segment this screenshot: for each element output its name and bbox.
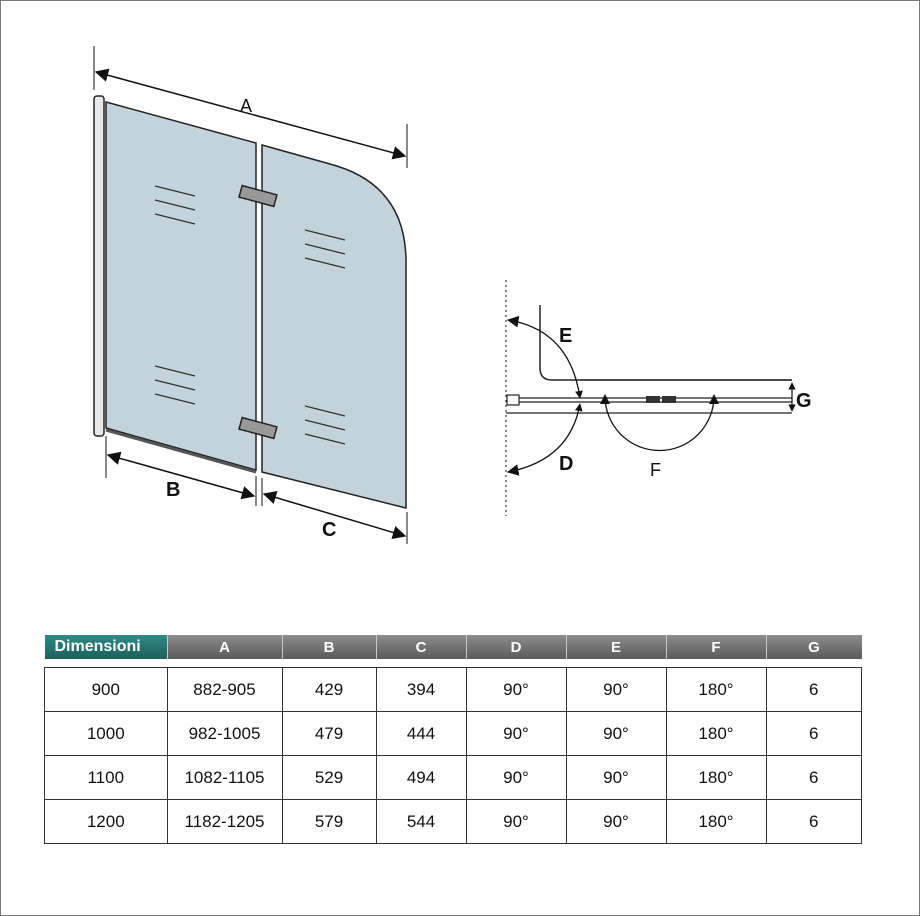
table-header-row	[45, 635, 862, 659]
cell: 982-1005	[167, 712, 282, 756]
cell: 494	[376, 756, 466, 800]
label-f: F	[650, 460, 661, 480]
cell: 6	[766, 712, 862, 756]
table-row	[45, 712, 862, 756]
header-f: F	[666, 635, 766, 659]
label-g: G	[796, 390, 812, 412]
cell: 1100	[45, 756, 168, 800]
table-row	[45, 668, 862, 712]
header-dimensioni: Dimensioni	[45, 635, 168, 659]
header-g: G	[766, 635, 862, 659]
arc-f	[605, 396, 714, 450]
dimensions-table	[44, 635, 862, 844]
cell: 900	[45, 668, 168, 712]
cell: 882-905	[167, 668, 282, 712]
cell: 180°	[666, 800, 766, 844]
cell: 1000	[45, 712, 168, 756]
cell: 1182-1205	[167, 800, 282, 844]
cell: 90°	[566, 712, 666, 756]
label-b: B	[166, 479, 181, 501]
cell: 90°	[466, 668, 566, 712]
hinge-plan	[646, 396, 660, 403]
header-d: D	[466, 635, 566, 659]
cell: 90°	[566, 800, 666, 844]
header-c: C	[376, 635, 466, 659]
cell: 394	[376, 668, 466, 712]
label-e: E	[559, 325, 573, 347]
cell: 579	[282, 800, 376, 844]
cell: 180°	[666, 668, 766, 712]
cell: 90°	[566, 668, 666, 712]
header-a: A	[167, 635, 282, 659]
cell: 1082-1105	[167, 756, 282, 800]
wall-profile	[94, 96, 104, 436]
cell: 90°	[466, 756, 566, 800]
perspective-view	[94, 46, 407, 544]
cell: 180°	[666, 712, 766, 756]
table-row	[45, 800, 862, 844]
fixed-glass-panel	[106, 102, 256, 470]
cell: 544	[376, 800, 466, 844]
header-e: E	[566, 635, 666, 659]
cell: 180°	[666, 756, 766, 800]
cell: 6	[766, 756, 862, 800]
label-d: D	[559, 453, 574, 475]
bathtub-outline	[540, 305, 792, 380]
cell: 429	[282, 668, 376, 712]
header-b: B	[282, 635, 376, 659]
cell: 90°	[466, 712, 566, 756]
cell: 444	[376, 712, 466, 756]
label-c: C	[322, 519, 337, 541]
label-a: A	[240, 96, 253, 116]
cell: 90°	[466, 800, 566, 844]
swing-glass-panel	[262, 145, 406, 508]
cell: 529	[282, 756, 376, 800]
plan-view	[506, 280, 812, 516]
wall-profile-plan	[507, 395, 519, 405]
cell: 479	[282, 712, 376, 756]
table-row	[45, 756, 862, 800]
cell: 6	[766, 800, 862, 844]
cell: 1200	[45, 800, 168, 844]
cell: 90°	[566, 756, 666, 800]
cell: 6	[766, 668, 862, 712]
